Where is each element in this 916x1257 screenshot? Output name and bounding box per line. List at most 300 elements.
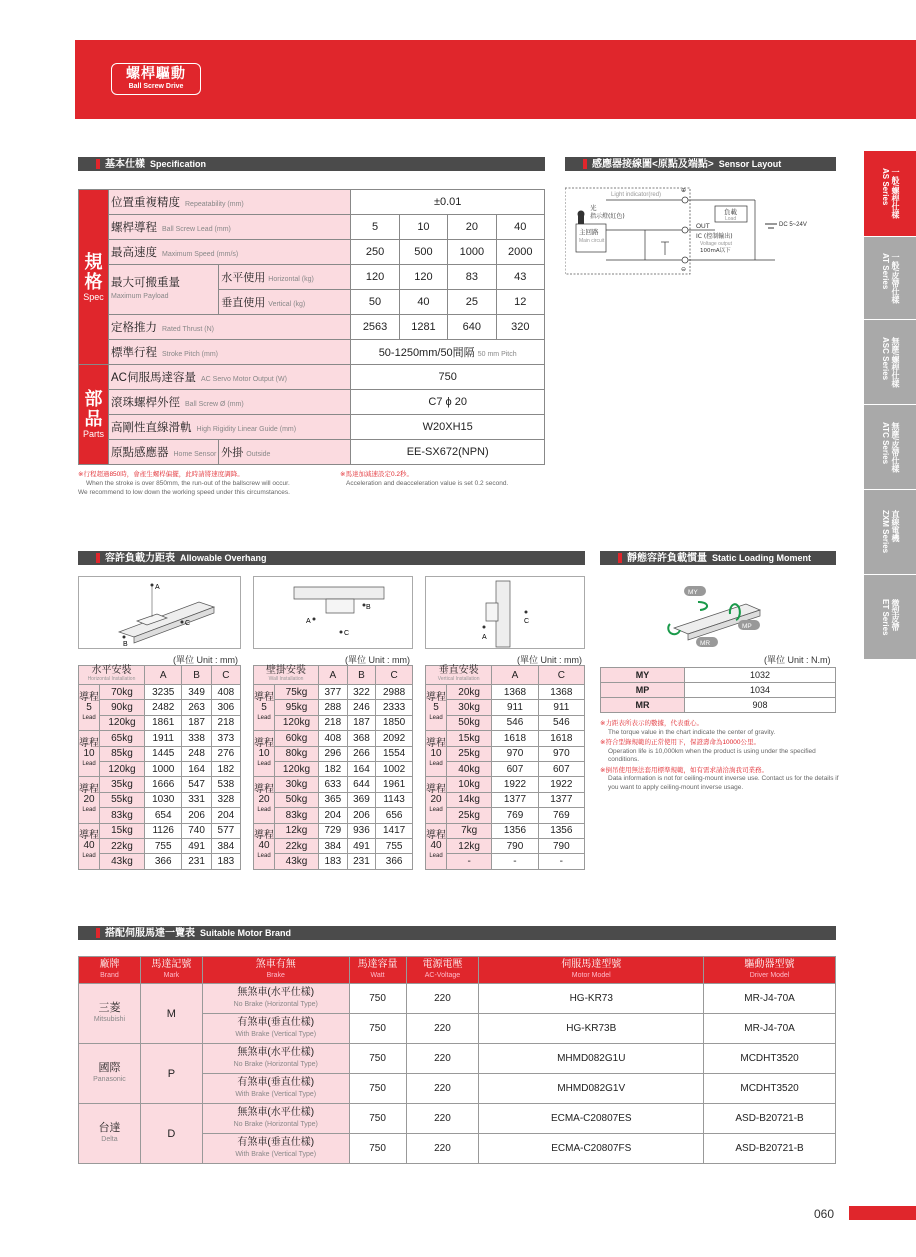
lead-en: Lead bbox=[257, 806, 271, 813]
value-cell: 1666 bbox=[144, 777, 182, 792]
lead-cell bbox=[79, 731, 100, 777]
table-row bbox=[79, 984, 836, 1014]
section-title-en: Static Loading Moment bbox=[712, 553, 811, 563]
value-cell: 366 bbox=[376, 854, 413, 869]
brake-zh: 有煞車(垂直仕樣) bbox=[237, 1076, 315, 1088]
lead-value: 40 bbox=[258, 840, 270, 852]
load-cell: 25kg bbox=[447, 746, 492, 761]
note-en: When the stroke is over 850mm, the run-out of the ballscrew will occur. bbox=[86, 480, 290, 487]
table-row bbox=[79, 415, 545, 440]
brake-zh: 無煞車(水平仕樣) bbox=[237, 986, 315, 998]
value-cell: 1126 bbox=[144, 823, 182, 838]
load-cell: 120kg bbox=[275, 715, 319, 730]
dim-label-c: C bbox=[344, 630, 350, 637]
speed-value: 250 bbox=[351, 240, 399, 265]
horizontal-diagram-svg bbox=[79, 577, 242, 650]
brake-cell bbox=[202, 1044, 349, 1074]
series-tab-en: ET Series bbox=[881, 598, 890, 636]
series-tab[interactable] bbox=[864, 490, 916, 575]
column-header: A bbox=[319, 666, 348, 685]
brand-zh: 國際 bbox=[98, 1061, 121, 1074]
lead-zh: 導程 bbox=[426, 830, 446, 842]
value-cell: 365 bbox=[319, 792, 348, 807]
section-title-en: Suitable Motor Brand bbox=[200, 928, 292, 938]
lead-zh: 導程 bbox=[426, 691, 446, 703]
moment-diagram-svg bbox=[660, 580, 770, 648]
value-cell: 1618 bbox=[538, 731, 584, 746]
load-cell: 55kg bbox=[100, 792, 145, 807]
payload-value: 25 bbox=[448, 290, 496, 315]
load-cell: 22kg bbox=[275, 838, 319, 853]
payload-value: 40 bbox=[399, 290, 447, 315]
load-cell: 43kg bbox=[100, 854, 145, 869]
table-row bbox=[426, 761, 585, 776]
brand-cell bbox=[79, 1044, 141, 1104]
dc-label: DC 5~24V bbox=[779, 222, 807, 228]
lead-value: 20 bbox=[83, 793, 95, 805]
speed-value: 500 bbox=[399, 240, 447, 265]
brand-en: Delta bbox=[101, 1135, 118, 1143]
series-tab[interactable] bbox=[864, 151, 916, 237]
header-zh: 驅動器型號 bbox=[744, 959, 795, 970]
lead-en: Lead bbox=[82, 714, 96, 721]
value-cell: 750 bbox=[349, 984, 406, 1014]
sensor-value: EE-SX672(NPN) bbox=[351, 440, 545, 465]
lead-zh: 導程 bbox=[254, 830, 274, 842]
lead-cell bbox=[79, 823, 100, 869]
column-header bbox=[479, 957, 704, 984]
value-cell: 266 bbox=[347, 746, 376, 761]
table-row bbox=[254, 700, 413, 715]
group-label-en: Spec bbox=[83, 291, 104, 302]
value-cell: 1445 bbox=[144, 746, 182, 761]
table-row bbox=[79, 792, 241, 807]
dim-label-a: A bbox=[482, 634, 487, 641]
value-cell: 328 bbox=[211, 792, 240, 807]
thrust-value: 1281 bbox=[399, 315, 447, 340]
series-tab[interactable] bbox=[864, 320, 916, 405]
series-tab-zh: 無塵/螺桿仕樣 bbox=[891, 336, 900, 388]
table-row bbox=[79, 808, 241, 823]
value-cell: 1000 bbox=[144, 761, 182, 776]
stroke-value-en: 50 mm Pitch bbox=[477, 351, 517, 358]
load-cell: 120kg bbox=[100, 715, 145, 730]
horizontal-overhang-table bbox=[78, 665, 241, 870]
sub-label bbox=[219, 290, 351, 315]
sensor-wiring-diagram bbox=[565, 180, 838, 278]
load-cell: 14kg bbox=[447, 792, 492, 807]
load-label: 負載 bbox=[724, 208, 737, 216]
mark-cell: M bbox=[140, 984, 202, 1044]
value-cell: MCDHT3520 bbox=[704, 1074, 836, 1104]
value-cell: 1377 bbox=[538, 792, 584, 807]
column-header bbox=[349, 957, 406, 984]
label-en: AC Servo Motor Output (W) bbox=[200, 376, 287, 383]
series-tab[interactable] bbox=[864, 237, 916, 320]
wall-overhang-table bbox=[253, 665, 413, 870]
table-row bbox=[79, 685, 241, 700]
row-label bbox=[109, 215, 351, 240]
section-title-zh: 基本仕樣 bbox=[105, 159, 145, 170]
value-cell: 656 bbox=[376, 808, 413, 823]
column-header: A bbox=[492, 666, 538, 685]
brake-cell bbox=[202, 1014, 349, 1044]
repeatability-value: ±0.01 bbox=[351, 190, 545, 215]
mark-cell: P bbox=[140, 1044, 202, 1104]
value-cell: 322 bbox=[347, 685, 376, 700]
screw-dia-value: C7 ϕ 20 bbox=[351, 390, 545, 415]
table-row bbox=[79, 731, 241, 746]
brake-cell bbox=[202, 1134, 349, 1164]
table-row bbox=[79, 823, 241, 838]
lead-cell bbox=[426, 731, 447, 777]
value-cell: 1356 bbox=[538, 823, 584, 838]
terminal-minus-icon bbox=[682, 257, 688, 263]
series-tab-zh: 無塵/皮帶仕樣 bbox=[891, 421, 900, 473]
column-header bbox=[202, 957, 349, 984]
unit-label: (單位 Unit : mm) bbox=[517, 655, 582, 665]
value-cell: - bbox=[492, 854, 538, 869]
load-cell: 85kg bbox=[100, 746, 145, 761]
value-cell: 182 bbox=[319, 761, 348, 776]
value-cell: 1922 bbox=[492, 777, 538, 792]
value-cell: 755 bbox=[376, 838, 413, 853]
lead-en: Lead bbox=[82, 853, 96, 860]
value-cell: 911 bbox=[538, 700, 584, 715]
series-tab-label bbox=[880, 510, 900, 553]
brand-cell bbox=[79, 1104, 141, 1164]
load-cell: 83kg bbox=[275, 808, 319, 823]
value-cell: 220 bbox=[406, 1044, 479, 1074]
speed-value: 1000 bbox=[448, 240, 496, 265]
table-row bbox=[79, 190, 545, 215]
lead-zh: 導程 bbox=[254, 691, 274, 703]
series-tab-en: ZXM Series bbox=[881, 510, 890, 554]
label-en: Horizontal (kg) bbox=[268, 276, 314, 283]
value-cell: HG-KR73 bbox=[479, 984, 704, 1014]
moment-key: MY bbox=[601, 668, 685, 683]
value-cell: 2092 bbox=[376, 731, 413, 746]
value-cell: 546 bbox=[492, 715, 538, 730]
value-cell: 644 bbox=[347, 777, 376, 792]
section-title-zh: 靜態容許負載慣量 bbox=[627, 553, 707, 564]
series-tab-zh: 一般/皮帶仕樣 bbox=[891, 252, 900, 304]
label-en: Rated Thrust (N) bbox=[162, 326, 214, 333]
table-row bbox=[254, 746, 413, 761]
mark-cell: D bbox=[140, 1104, 202, 1164]
unit-label: (單位 Unit : N.m) bbox=[764, 655, 831, 665]
header-zh: 馬達記號 bbox=[151, 959, 192, 970]
series-tab-zh: 微型皮帶 bbox=[891, 598, 900, 631]
load-cell: 75kg bbox=[275, 685, 319, 700]
value-cell: 384 bbox=[319, 838, 348, 853]
table-row bbox=[79, 700, 241, 715]
out-label: OUT bbox=[696, 223, 710, 230]
header-zh: 廠牌 bbox=[99, 959, 120, 970]
brake-cell bbox=[202, 1104, 349, 1134]
table-row bbox=[254, 715, 413, 730]
value-cell: 1861 bbox=[144, 715, 182, 730]
value-cell: 368 bbox=[347, 731, 376, 746]
value-cell: 633 bbox=[319, 777, 348, 792]
brake-cell bbox=[202, 984, 349, 1014]
lead-zh: 導程 bbox=[79, 783, 99, 795]
value-cell: 204 bbox=[319, 808, 348, 823]
series-tab[interactable] bbox=[864, 575, 916, 660]
value-cell: 220 bbox=[406, 1104, 479, 1134]
load-cell: 43kg bbox=[275, 854, 319, 869]
series-tab-en: ATC Series bbox=[881, 421, 890, 464]
lead-en: Lead bbox=[257, 760, 271, 767]
brake-zh: 無煞車(水平仕樣) bbox=[237, 1046, 315, 1058]
value-cell: 2333 bbox=[376, 700, 413, 715]
lead-value: 5 bbox=[433, 701, 439, 713]
banner-title: 螺桿驅動 bbox=[126, 65, 186, 81]
table-row bbox=[426, 838, 585, 853]
main-circuit-label-en: Main circuit bbox=[579, 238, 605, 244]
dim-label-a: A bbox=[306, 618, 311, 625]
value-cell: 750 bbox=[349, 1104, 406, 1134]
lead-zh: 導程 bbox=[79, 737, 99, 749]
load-cell: 50kg bbox=[447, 715, 492, 730]
load-cell: 15kg bbox=[447, 731, 492, 746]
label-en: Home Sensor bbox=[173, 451, 217, 458]
table-row bbox=[254, 685, 413, 700]
section-title-en: Allowable Overhang bbox=[180, 553, 267, 563]
lead-en: Lead bbox=[429, 714, 443, 721]
table-row bbox=[79, 265, 545, 290]
payload-value: 43 bbox=[496, 265, 544, 290]
banner-title-box bbox=[111, 63, 201, 95]
install-header bbox=[254, 666, 319, 685]
moment-label-my: MY bbox=[688, 589, 698, 596]
section-title-zh: 搭配伺服馬達一覽表 bbox=[105, 928, 195, 939]
load-cell: 60kg bbox=[275, 731, 319, 746]
value-cell: 547 bbox=[182, 777, 211, 792]
value-cell: 3235 bbox=[144, 685, 182, 700]
label-zh: 滾珠螺桿外徑 bbox=[111, 397, 180, 409]
row-label bbox=[109, 240, 351, 265]
value-cell: 384 bbox=[211, 838, 240, 853]
value-cell: 1554 bbox=[376, 746, 413, 761]
dim-label-c: C bbox=[524, 618, 530, 625]
series-tab-label bbox=[880, 253, 900, 303]
group-label: 部品 bbox=[84, 389, 103, 429]
value-cell: 206 bbox=[347, 808, 376, 823]
series-tab-zh: 一般/螺桿仕樣 bbox=[891, 168, 900, 219]
value-cell: 183 bbox=[319, 854, 348, 869]
value-cell: 187 bbox=[182, 715, 211, 730]
load-label-en: Load bbox=[725, 216, 737, 222]
install-header-en: Vertical Installation bbox=[437, 676, 480, 682]
lead-value: 10 bbox=[399, 215, 447, 240]
moment-value: 1034 bbox=[685, 683, 836, 698]
header-zh: 煞車有無 bbox=[255, 959, 296, 970]
value-cell: 248 bbox=[182, 746, 211, 761]
group-spec-cell bbox=[79, 190, 109, 365]
value-cell: 750 bbox=[349, 1044, 406, 1074]
load-cell: 80kg bbox=[275, 746, 319, 761]
value-cell: 349 bbox=[182, 685, 211, 700]
value-cell: 1030 bbox=[144, 792, 182, 807]
thrust-value: 320 bbox=[496, 315, 544, 340]
payload-value: 50 bbox=[351, 290, 399, 315]
table-row bbox=[426, 685, 585, 700]
value-cell: 220 bbox=[406, 984, 479, 1014]
series-tab-label bbox=[880, 168, 900, 218]
payload-value: 12 bbox=[496, 290, 544, 315]
table-row bbox=[426, 731, 585, 746]
group-label-en: Parts bbox=[82, 429, 104, 439]
moment-value: 908 bbox=[685, 698, 836, 713]
header-en: Brake bbox=[266, 972, 285, 979]
lead-value: 10 bbox=[83, 747, 95, 759]
value-cell: MHMD082G1V bbox=[479, 1074, 704, 1104]
value-cell: 750 bbox=[349, 1014, 406, 1044]
voltage-label: Voltage output bbox=[700, 241, 732, 247]
brake-en: With Brake (Vertical Type) bbox=[235, 1030, 317, 1038]
table-row bbox=[426, 700, 585, 715]
lead-value: 10 bbox=[430, 747, 442, 759]
guide-value: W20XH15 bbox=[351, 415, 545, 440]
value-cell: 366 bbox=[144, 854, 182, 869]
column-header: C bbox=[538, 666, 584, 685]
value-cell: 577 bbox=[211, 823, 240, 838]
value-cell: 970 bbox=[492, 746, 538, 761]
label-zh: 高剛性直線滑軌 bbox=[111, 422, 192, 434]
label-zh: 外掛 bbox=[221, 447, 244, 459]
table-row bbox=[79, 854, 241, 869]
lead-en: Lead bbox=[429, 853, 443, 860]
load-cell: 90kg bbox=[100, 700, 145, 715]
value-cell: MR-J4-70A bbox=[704, 984, 836, 1014]
load-cell: 30kg bbox=[447, 700, 492, 715]
value-cell: 607 bbox=[538, 761, 584, 776]
load-cell: 70kg bbox=[100, 685, 145, 700]
lead-cell bbox=[426, 823, 447, 869]
value-cell: 654 bbox=[144, 808, 182, 823]
label-en: Stroke Pitch (mm) bbox=[162, 351, 219, 358]
note-en: Acceleration and deacceleration value is set 0.2 second. bbox=[346, 480, 509, 487]
lead-value: 5 bbox=[351, 215, 399, 240]
table-row bbox=[79, 315, 545, 340]
brake-en: With Brake (Vertical Type) bbox=[235, 1150, 317, 1158]
indicator-label: 指示燈(紅色) bbox=[590, 213, 625, 220]
value-cell: - bbox=[538, 854, 584, 869]
section-title-zh: 容許負載力距表 bbox=[105, 553, 175, 564]
value-cell: 769 bbox=[492, 808, 538, 823]
install-header-zh: 水平安裝 bbox=[91, 665, 132, 676]
value-cell: MHMD082G1U bbox=[479, 1044, 704, 1074]
dim-label-b: B bbox=[123, 641, 128, 648]
value-cell: 220 bbox=[406, 1014, 479, 1044]
note-en: We recommend to low down the working speed under this circumstances. bbox=[78, 489, 290, 496]
lead-value: 20 bbox=[448, 215, 496, 240]
install-header-zh: 垂直安裝 bbox=[438, 665, 479, 676]
table-row bbox=[79, 1044, 836, 1074]
series-tab-en: AS Series bbox=[881, 168, 890, 206]
dim-label-b: B bbox=[366, 604, 371, 611]
label-en: Maximum Payload bbox=[111, 292, 169, 300]
moment-label-mr: MR bbox=[700, 640, 711, 647]
brand-zh: 台達 bbox=[98, 1121, 121, 1134]
table-header-row bbox=[79, 957, 836, 984]
plus-symbol: ⊕ bbox=[681, 187, 687, 194]
value-cell: 1002 bbox=[376, 761, 413, 776]
brand-zh: 三菱 bbox=[98, 1001, 121, 1014]
load-cell: 65kg bbox=[100, 731, 145, 746]
payload-label bbox=[109, 265, 219, 315]
table-row bbox=[254, 761, 413, 776]
value-cell: 164 bbox=[347, 761, 376, 776]
row-label bbox=[109, 340, 351, 365]
table-row bbox=[601, 668, 836, 683]
lead-cell bbox=[79, 685, 100, 731]
sub-label bbox=[219, 265, 351, 290]
lead-cell bbox=[254, 777, 275, 823]
note-zh: ※馬達加減速設定0.2秒。 bbox=[340, 471, 413, 478]
table-row bbox=[79, 777, 241, 792]
table-row bbox=[79, 746, 241, 761]
label-zh: 螺桿導程 bbox=[111, 222, 157, 234]
install-header bbox=[79, 666, 145, 685]
unit-label: (單位 Unit : mm) bbox=[173, 655, 238, 665]
label-zh: 水平使用 bbox=[221, 272, 266, 284]
moment-value: 1032 bbox=[685, 668, 836, 683]
lead-en: Lead bbox=[257, 714, 271, 721]
table-row bbox=[79, 1104, 836, 1134]
value-cell: ASD-B20721-B bbox=[704, 1134, 836, 1164]
motor-output-value: 750 bbox=[351, 365, 545, 390]
value-cell: 538 bbox=[211, 777, 240, 792]
moment-notes bbox=[600, 720, 840, 794]
value-cell: 1911 bbox=[144, 731, 182, 746]
brand-en: Panasonic bbox=[93, 1075, 126, 1083]
series-tab[interactable] bbox=[864, 405, 916, 490]
spec-table bbox=[78, 189, 545, 465]
label-zh: 最高速度 bbox=[111, 247, 157, 259]
lead-value: 5 bbox=[261, 701, 267, 713]
value-cell: 377 bbox=[319, 685, 348, 700]
group-label: 規格 bbox=[84, 251, 103, 292]
banner-subtitle: Ball Screw Drive bbox=[128, 83, 184, 90]
column-header: A bbox=[144, 666, 182, 685]
lead-cell bbox=[426, 777, 447, 823]
lead-zh: 導程 bbox=[254, 783, 274, 795]
column-header bbox=[406, 957, 479, 984]
brake-zh: 無煞車(水平仕樣) bbox=[237, 1106, 315, 1118]
table-row bbox=[254, 777, 413, 792]
section-bar-overhang bbox=[78, 551, 585, 565]
series-tab-en: AT Series bbox=[881, 252, 890, 290]
value-cell: 1922 bbox=[538, 777, 584, 792]
table-row bbox=[426, 808, 585, 823]
value-cell: MCDHT3520 bbox=[704, 1044, 836, 1074]
minus-symbol: ⊖ bbox=[681, 266, 687, 273]
spec-note-right bbox=[340, 470, 508, 488]
column-header: C bbox=[211, 666, 240, 685]
lead-en: Lead bbox=[82, 760, 96, 767]
series-tab-label bbox=[880, 422, 900, 472]
table-row bbox=[79, 715, 241, 730]
terminal-plus-icon bbox=[682, 197, 688, 203]
table-row bbox=[426, 823, 585, 838]
table-row bbox=[426, 746, 585, 761]
section-bar-sensor bbox=[565, 157, 836, 171]
column-header bbox=[140, 957, 202, 984]
moment-label-mp: MP bbox=[742, 623, 752, 630]
motor-table bbox=[78, 956, 836, 1164]
